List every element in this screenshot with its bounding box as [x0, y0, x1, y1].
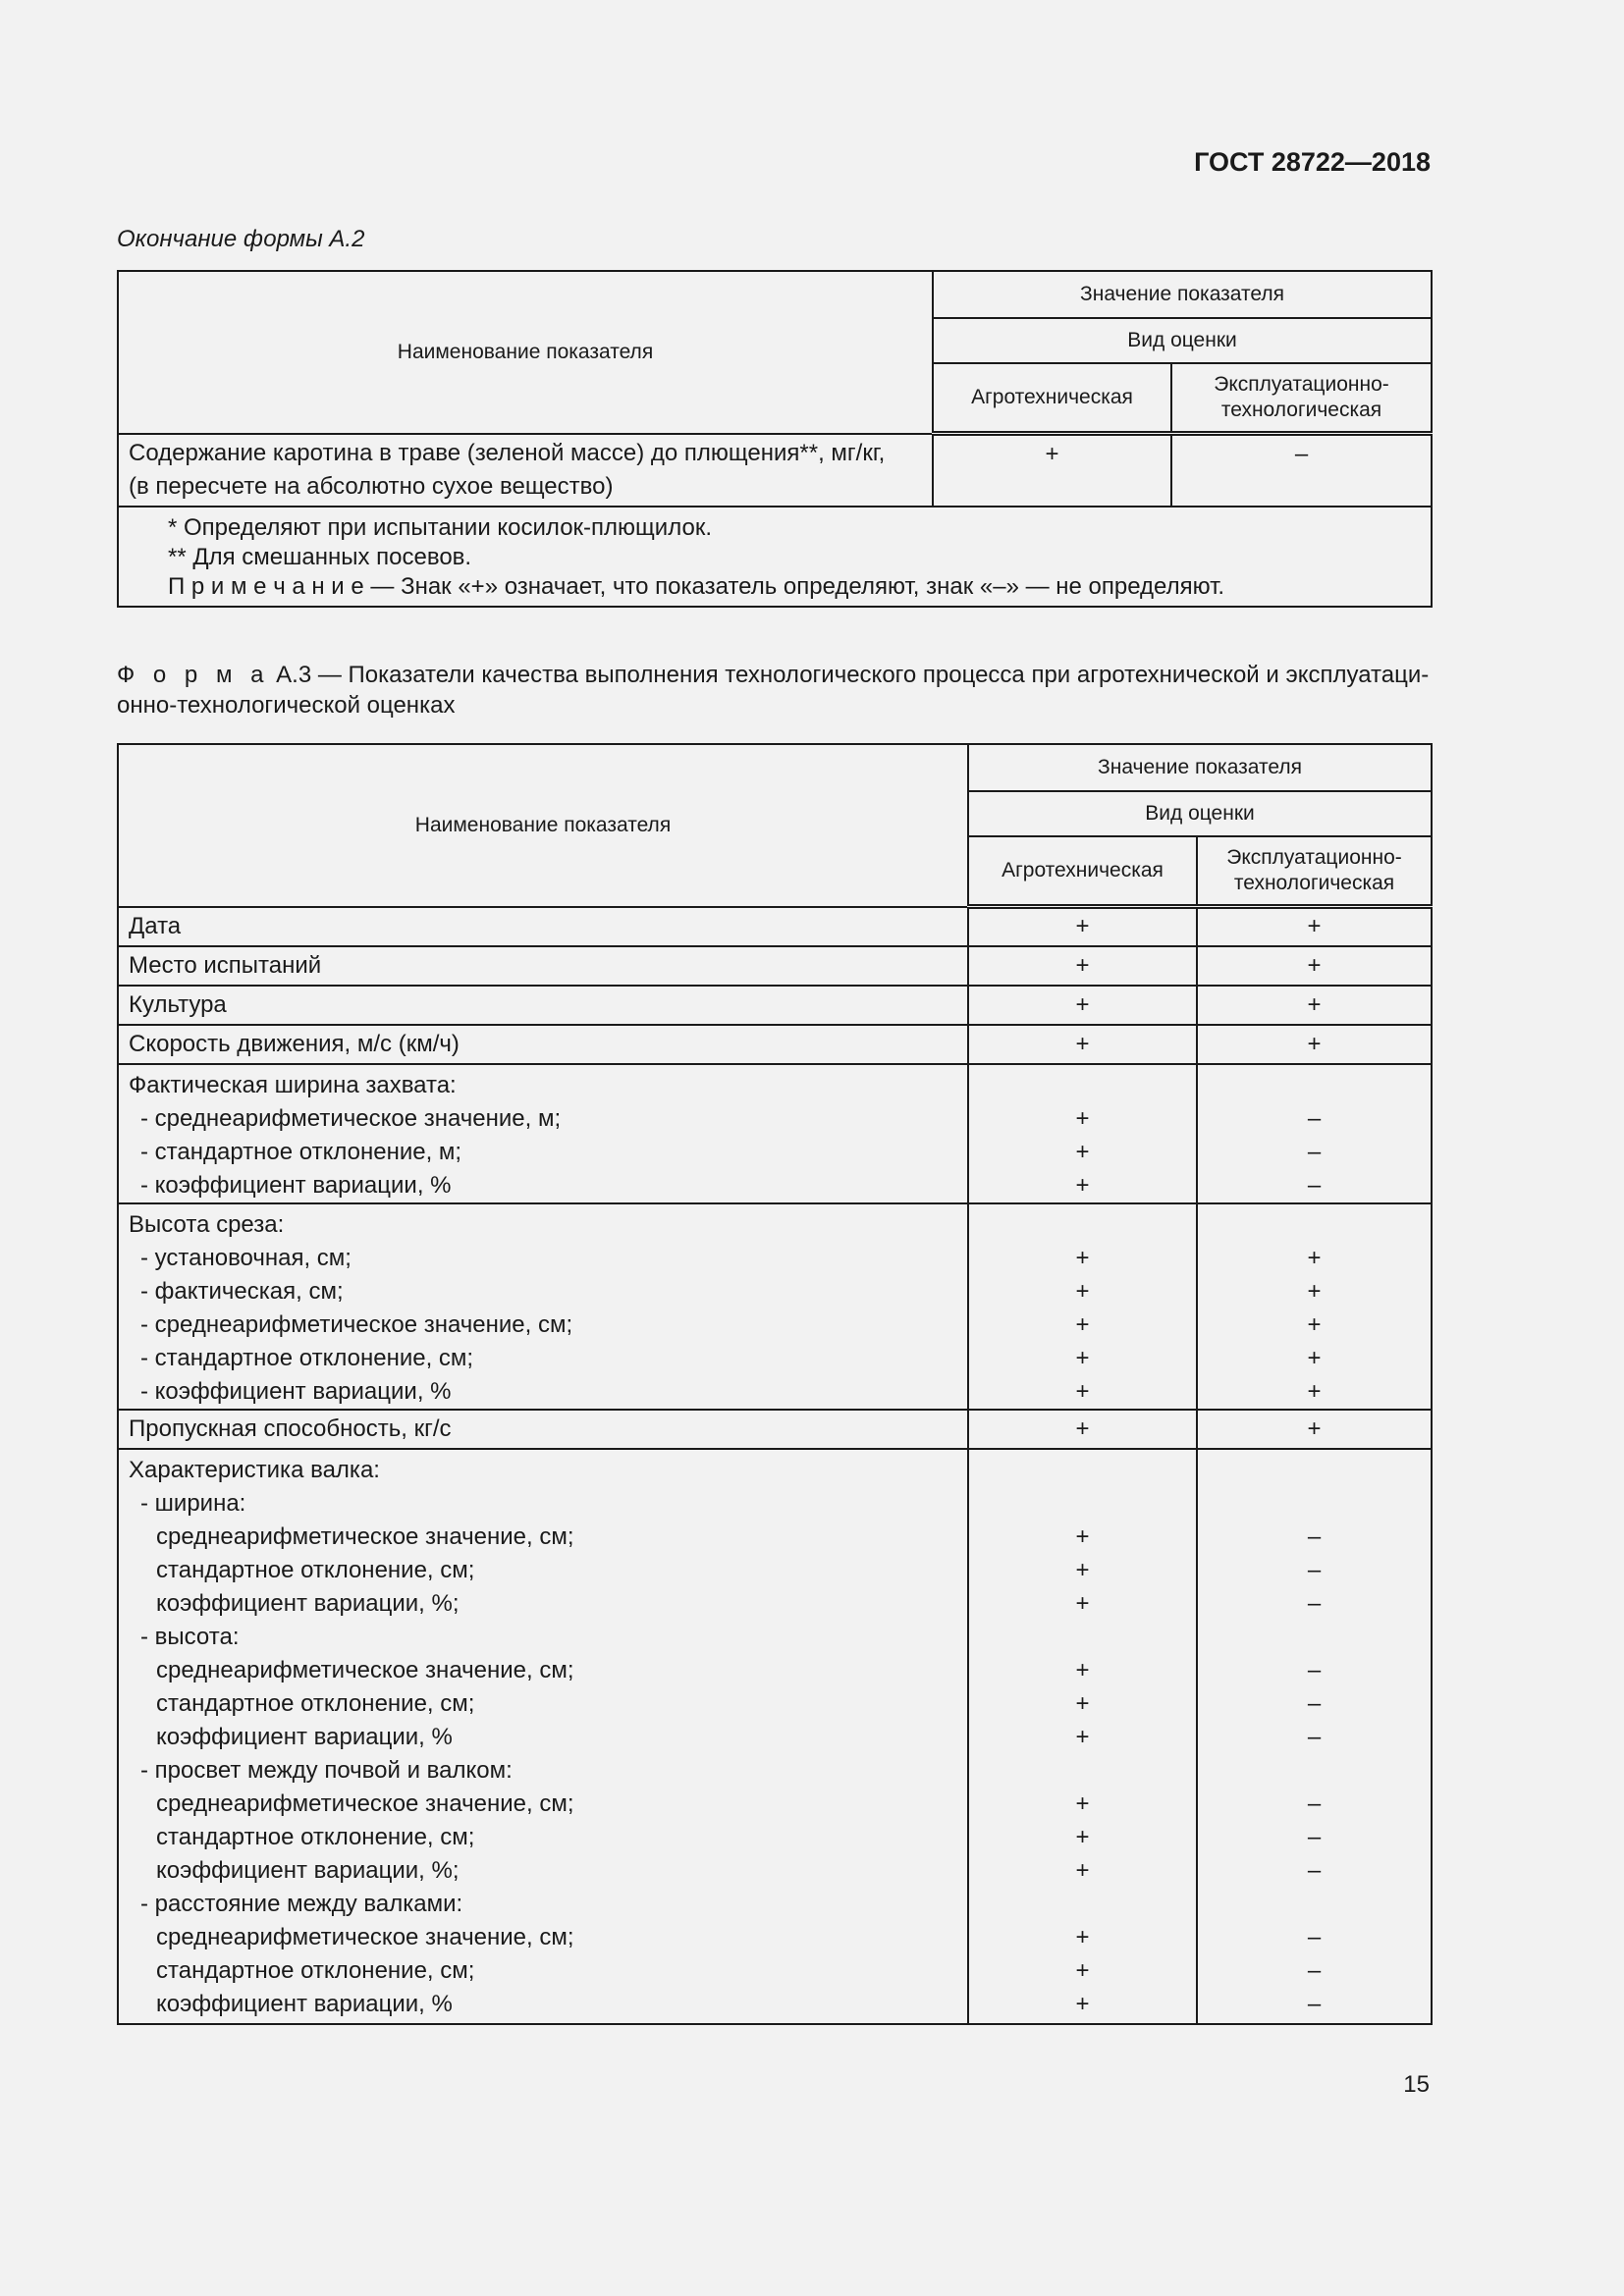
- form-a2-table: [117, 270, 1433, 608]
- group-item-agro: +: [1075, 1522, 1090, 1550]
- form-a3-title-line-2: онно-технологической оценках: [117, 692, 456, 719]
- group-item-expl: –: [1307, 1522, 1322, 1550]
- group-item-expl: –: [1307, 1823, 1322, 1850]
- group-item-agro: +: [1075, 1923, 1090, 1950]
- group-item-name: - среднеарифметическое значение, м;: [140, 1104, 562, 1132]
- group-item-expl: +: [1307, 1244, 1322, 1271]
- swath-title: Характеристика валка:: [129, 1456, 380, 1483]
- table-row-swath: [118, 1449, 1432, 2024]
- group-item-agro: +: [1075, 1856, 1090, 1884]
- header-operational-line-2: технологическая: [1220, 399, 1382, 421]
- form-a3-title-line-1: [117, 660, 1433, 690]
- group-item-name: среднеарифметическое значение, см;: [156, 1656, 574, 1683]
- group-item-agro: +: [1075, 1556, 1090, 1583]
- group-item-agro: +: [1075, 1589, 1090, 1617]
- group-item-agro: +: [1075, 1104, 1090, 1132]
- row-name: Пропускная способность, кг/с: [118, 1410, 968, 1449]
- a3-header-operational-line-2: технологическая: [1233, 872, 1395, 894]
- carotene-row-name: [118, 434, 933, 507]
- group-item-name: стандартное отклонение, см;: [156, 1689, 475, 1717]
- table-note: [168, 572, 1421, 602]
- working-width-title: Фактическая ширина захвата:: [129, 1071, 457, 1098]
- group-item-expl: +: [1307, 1310, 1322, 1338]
- group-item-name: - коэффициент вариации, %: [140, 1171, 452, 1199]
- note-label: П р и м е ч а н и е: [168, 572, 364, 600]
- table-row-cut-height: [118, 1203, 1432, 1410]
- group-item-expl: –: [1307, 1171, 1322, 1199]
- row-agro: +: [968, 1025, 1197, 1064]
- note-text: — Знак «+» означает, что показатель определяют, знак «–» — не определяют.: [363, 572, 1225, 600]
- table-row-speed: [118, 1025, 1432, 1064]
- row-name: Скорость движения, м/с (км/ч): [118, 1025, 968, 1064]
- group-item-agro: +: [1075, 1689, 1090, 1717]
- form-a2-end-caption: Окончание формы А.2: [117, 226, 365, 252]
- table-row-crop: [118, 986, 1432, 1025]
- group-item-expl: –: [1307, 1856, 1322, 1884]
- swath-sub-width: - ширина:: [140, 1489, 246, 1517]
- row-expl: +: [1197, 946, 1432, 986]
- group-item-expl: –: [1307, 1990, 1322, 2017]
- group-item-name: среднеарифметическое значение, см;: [156, 1923, 574, 1950]
- group-item-expl: +: [1307, 1377, 1322, 1405]
- document-code: ГОСТ 28722—2018: [1194, 147, 1431, 177]
- footnotes-cell: [118, 507, 1432, 607]
- footnote-1: * Определяют при испытании косилок-плющилок.: [168, 513, 712, 541]
- group-item-agro: +: [1075, 1377, 1090, 1405]
- group-item-agro: +: [1075, 1344, 1090, 1371]
- row-expl: +: [1197, 1025, 1432, 1064]
- group-item-expl: –: [1307, 1656, 1322, 1683]
- cut-height-names: [118, 1203, 968, 1410]
- group-item-expl: –: [1307, 1138, 1322, 1165]
- group-item-agro: +: [1075, 1244, 1090, 1271]
- page-number: 15: [1403, 2071, 1430, 2098]
- row-agro: +: [968, 907, 1197, 946]
- group-item-expl: –: [1307, 1956, 1322, 1984]
- group-item-expl: +: [1307, 1344, 1322, 1371]
- a3-header-agrotechnical: Агротехническая: [968, 836, 1197, 907]
- swath-expl: [1197, 1449, 1432, 2024]
- table-row-date: [118, 907, 1432, 946]
- group-item-name: коэффициент вариации, %: [156, 1990, 453, 2017]
- header-indicator-name: Наименование показателя: [118, 271, 933, 434]
- form-a3-table: [117, 743, 1433, 2025]
- swath-sub-distance: - расстояние между валками:: [140, 1890, 463, 1917]
- form-a3-label: Ф о р м а: [117, 662, 270, 688]
- table-row-capacity: [118, 1410, 1432, 1449]
- group-item-expl: –: [1307, 1789, 1322, 1817]
- row-agro: +: [968, 946, 1197, 986]
- group-item-name: коэффициент вариации, %;: [156, 1589, 460, 1617]
- form-a3-title-text-1: А.3 — Показатели качества выполнения технологического процесса при агротехнической и эксплуатаци-: [269, 662, 1430, 688]
- group-item-name: - стандартное отклонение, см;: [140, 1344, 474, 1371]
- swath-agro: [968, 1449, 1197, 2024]
- carotene-row-name-line-1: Содержание каротина в траве (зеленой массе) до плющения**, мг/кг,: [129, 439, 886, 466]
- group-item-name: среднеарифметическое значение, см;: [156, 1789, 574, 1817]
- table-row-place: [118, 946, 1432, 986]
- group-item-name: стандартное отклонение, см;: [156, 1556, 475, 1583]
- group-item-agro: +: [1075, 1823, 1090, 1850]
- group-item-name: - установочная, см;: [140, 1244, 352, 1271]
- form-a3-title: [117, 660, 1433, 721]
- row-expl: +: [1197, 1410, 1432, 1449]
- group-item-name: коэффициент вариации, %;: [156, 1856, 460, 1884]
- group-item-agro: +: [1075, 1171, 1090, 1199]
- row-name: Место испытаний: [118, 946, 968, 986]
- group-item-expl: –: [1307, 1723, 1322, 1750]
- table-row-working-width: [118, 1064, 1432, 1203]
- row-expl: +: [1197, 986, 1432, 1025]
- row-name: Дата: [118, 907, 968, 946]
- working-width-expl: [1197, 1064, 1432, 1203]
- group-item-name: - стандартное отклонение, м;: [140, 1138, 462, 1165]
- group-item-name: стандартное отклонение, см;: [156, 1823, 475, 1850]
- group-item-agro: +: [1075, 1789, 1090, 1817]
- working-width-names: [118, 1064, 968, 1203]
- group-item-agro: +: [1075, 1277, 1090, 1305]
- a3-header-assessment-kind: Вид оценки: [968, 791, 1432, 836]
- group-item-agro: +: [1075, 1956, 1090, 1984]
- group-item-name: - коэффициент вариации, %: [140, 1377, 452, 1405]
- a3-header-indicator-value: Значение показателя: [968, 744, 1432, 791]
- row-name: Культура: [118, 986, 968, 1025]
- group-item-name: - среднеарифметическое значение, см;: [140, 1310, 573, 1338]
- working-width-agro: [968, 1064, 1197, 1203]
- group-item-name: коэффициент вариации, %: [156, 1723, 453, 1750]
- group-item-agro: +: [1075, 1990, 1090, 2017]
- swath-sub-clearance: - просвет между почвой и валком:: [140, 1756, 513, 1784]
- group-item-name: - фактическая, см;: [140, 1277, 344, 1305]
- swath-sub-height: - высота:: [140, 1623, 240, 1650]
- group-item-agro: +: [1075, 1310, 1090, 1338]
- header-assessment-kind: Вид оценки: [933, 318, 1432, 363]
- header-indicator-value: Значение показателя: [933, 271, 1432, 318]
- group-item-name: стандартное отклонение, см;: [156, 1956, 475, 1984]
- group-item-agro: +: [1075, 1723, 1090, 1750]
- group-item-expl: –: [1307, 1923, 1322, 1950]
- group-item-agro: +: [1075, 1656, 1090, 1683]
- group-item-expl: +: [1307, 1277, 1322, 1305]
- header-operational-line-1: Эксплуатационно-: [1214, 373, 1389, 396]
- group-item-expl: –: [1307, 1589, 1322, 1617]
- header-agrotechnical: Агротехническая: [933, 363, 1171, 434]
- a3-header-operational-line-1: Эксплуатационно-: [1226, 846, 1402, 869]
- group-item-agro: +: [1075, 1138, 1090, 1165]
- carotene-row-agro: +: [933, 434, 1171, 507]
- row-agro: +: [968, 986, 1197, 1025]
- carotene-row-name-line-2: (в пересчете на абсолютно сухое вещество): [129, 472, 614, 500]
- a3-header-operational: [1197, 836, 1432, 907]
- group-item-expl: –: [1307, 1556, 1322, 1583]
- row-expl: +: [1197, 907, 1432, 946]
- group-item-name: среднеарифметическое значение, см;: [156, 1522, 574, 1550]
- group-item-expl: –: [1307, 1104, 1322, 1132]
- footnote-2: ** Для смешанных посевов.: [168, 543, 472, 570]
- carotene-row-expl: –: [1171, 434, 1432, 507]
- swath-names: [118, 1449, 968, 2024]
- a3-header-indicator-name: Наименование показателя: [118, 744, 968, 907]
- cut-height-title: Высота среза:: [129, 1210, 285, 1238]
- header-operational: [1171, 363, 1432, 434]
- group-item-expl: –: [1307, 1689, 1322, 1717]
- cut-height-agro: [968, 1203, 1197, 1410]
- cut-height-expl: [1197, 1203, 1432, 1410]
- row-agro: +: [968, 1410, 1197, 1449]
